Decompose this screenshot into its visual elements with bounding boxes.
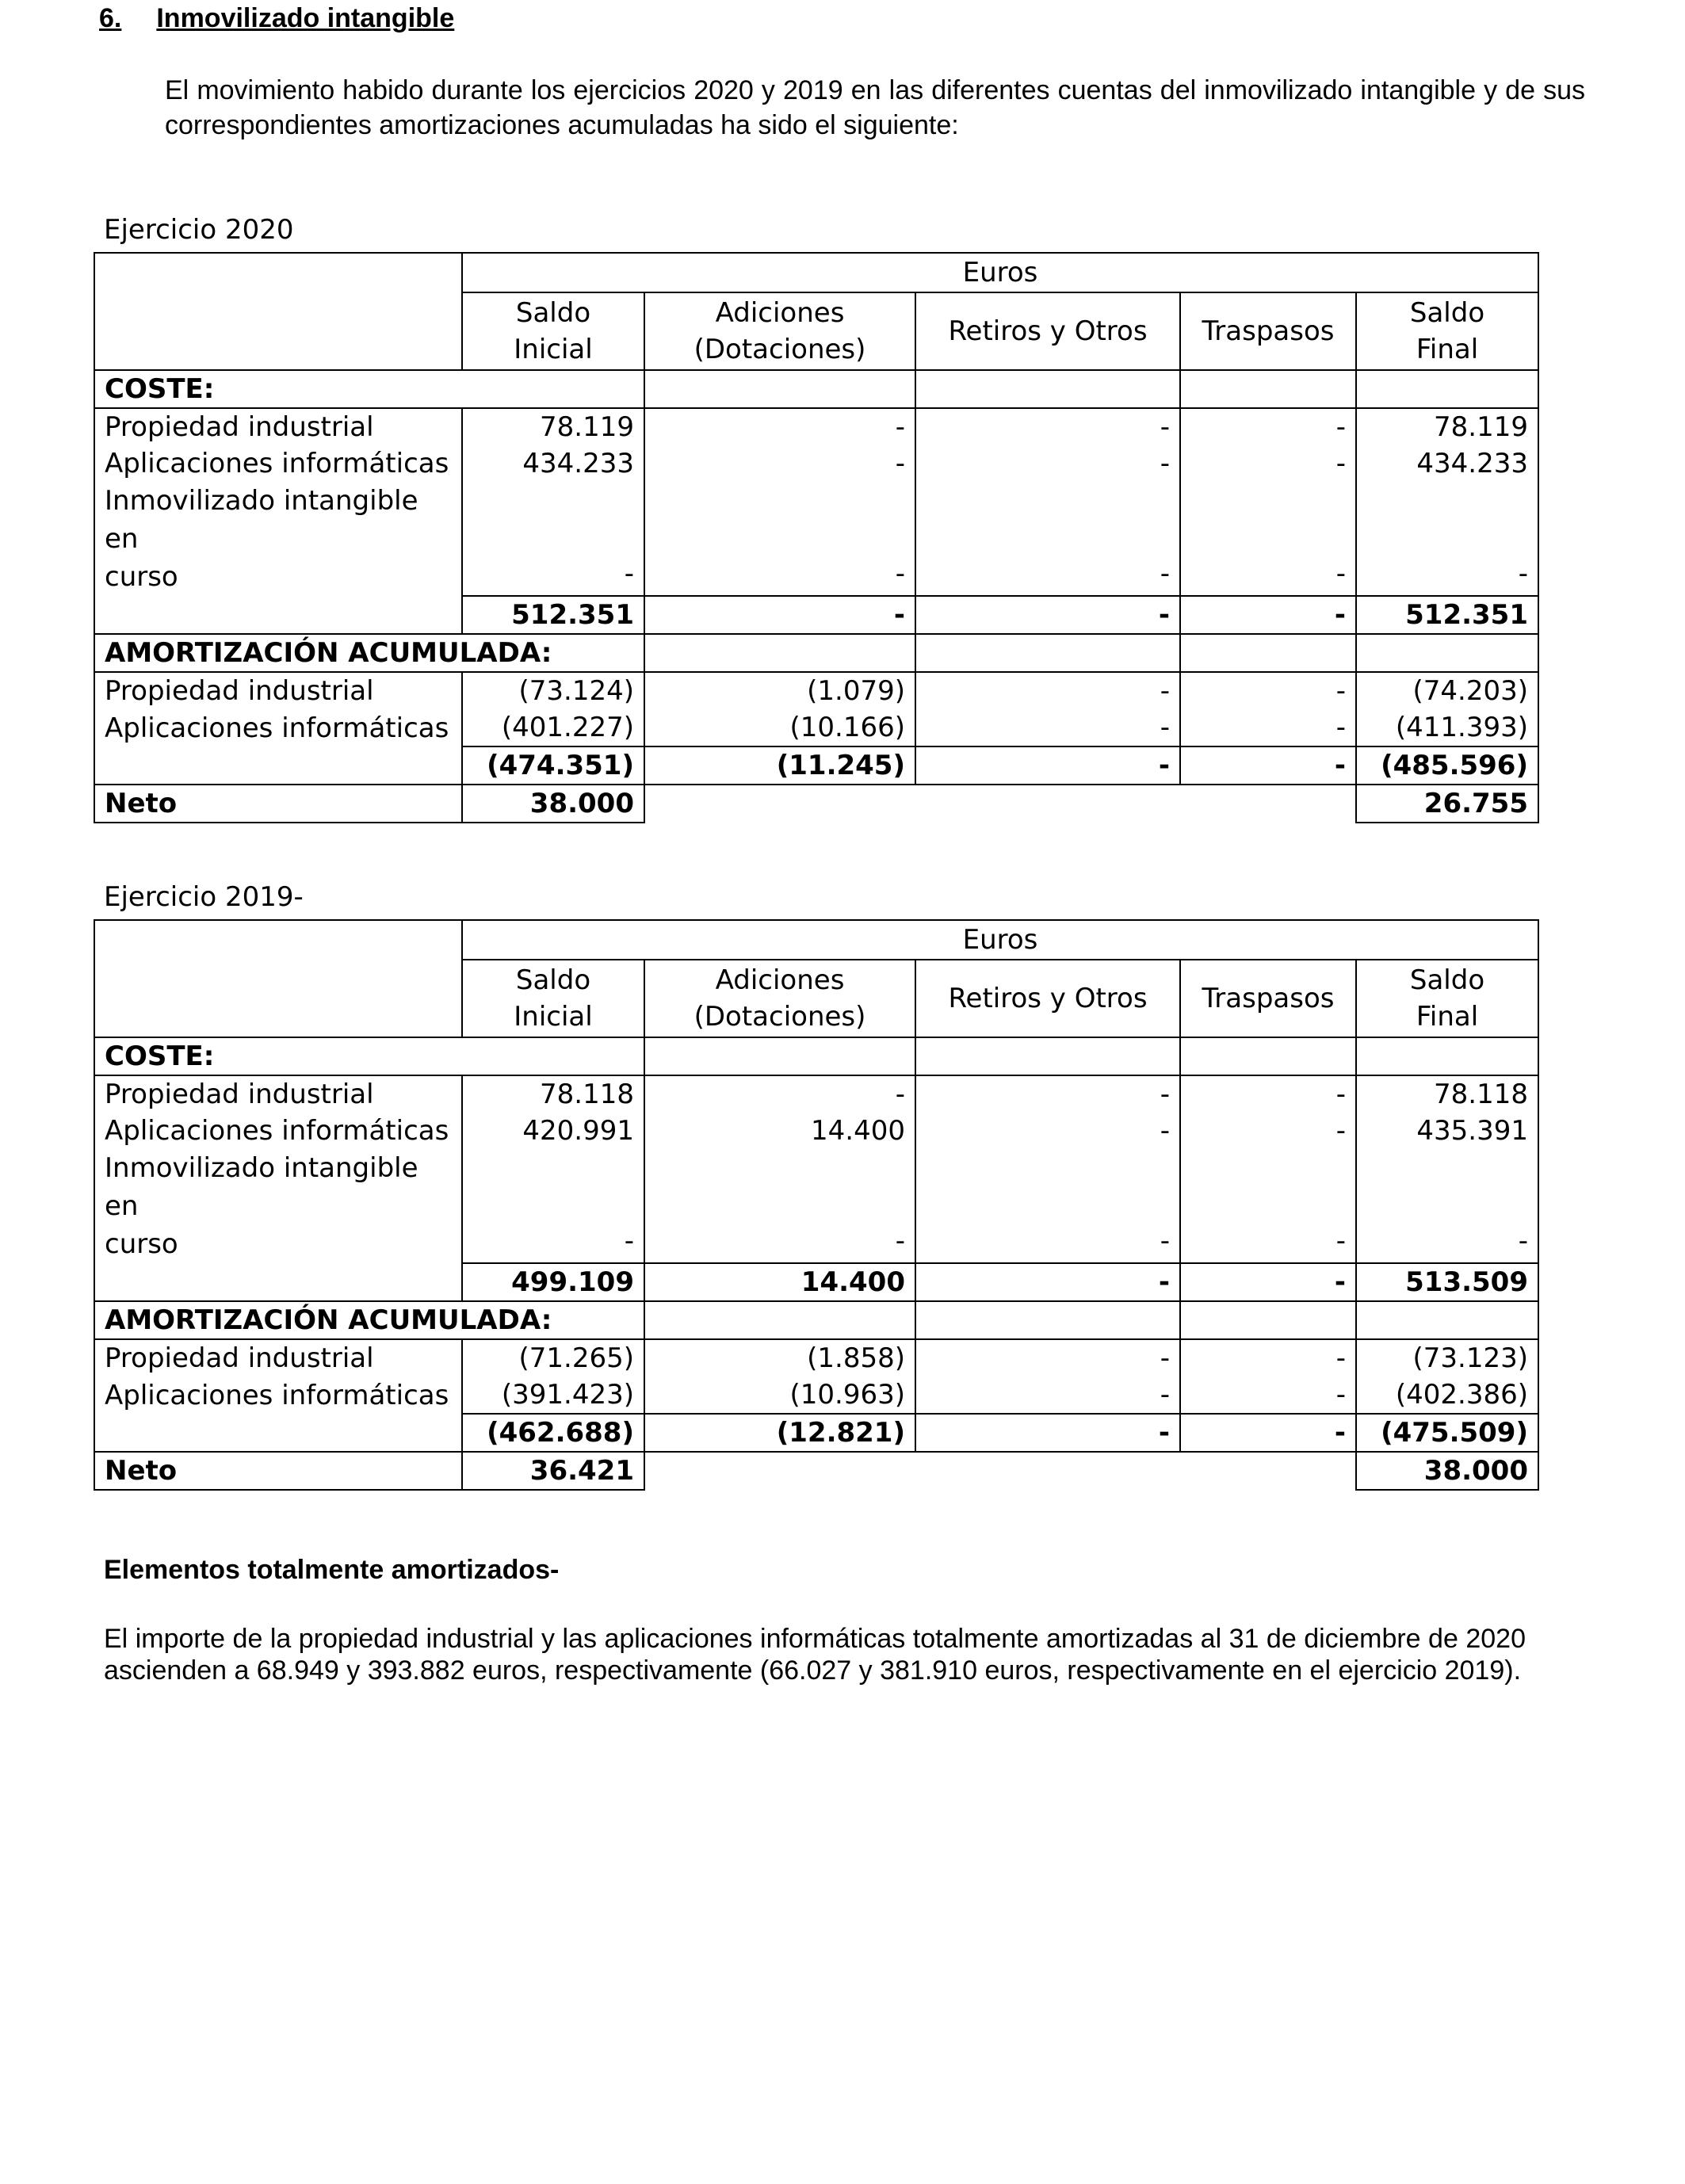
table-caption-2020: Ejercicio 2020 <box>104 214 294 246</box>
value-retiros: - <box>915 408 1180 445</box>
value-retiros: - <box>915 1339 1180 1376</box>
row-coste-aplicaciones <box>94 445 1538 482</box>
value-saldo-inicial: 420.991 <box>462 1113 644 1149</box>
value-retiros: - <box>915 445 1180 482</box>
label-propiedad-industrial: Propiedad industrial <box>94 1339 462 1376</box>
label-aplicaciones: Aplicaciones informáticas <box>94 1376 462 1414</box>
saldo-inicial-line2: Inicial <box>514 1001 593 1033</box>
value-saldo-inicial: (71.265) <box>462 1339 644 1376</box>
row-neto <box>94 1452 1538 1490</box>
value-saldo-final: 513.509 <box>1356 1263 1538 1301</box>
value-adiciones: (12.821) <box>644 1414 915 1452</box>
value-adiciones: (11.245) <box>644 746 915 785</box>
value-traspasos: - <box>1180 1414 1356 1452</box>
value-traspasos: - <box>1180 1149 1356 1263</box>
total-label-empty <box>94 1414 462 1452</box>
total-label-empty <box>94 1263 462 1301</box>
value-neto-inicial: 36.421 <box>462 1452 644 1490</box>
header-traspasos: Traspasos <box>1180 960 1356 1037</box>
header-saldo-inicial <box>462 960 644 1037</box>
saldo-final-line1: Saldo <box>1409 297 1485 329</box>
value-saldo-final: 78.119 <box>1356 408 1538 445</box>
value-retiros: - <box>915 1113 1180 1149</box>
label-coste: COSTE: <box>94 1037 644 1075</box>
value-traspasos: - <box>1180 445 1356 482</box>
header-retiros: Retiros y Otros <box>915 960 1180 1037</box>
value-adiciones: - <box>644 445 915 482</box>
label-neto: Neto <box>94 785 462 823</box>
value-saldo-inicial: 512.351 <box>462 596 644 634</box>
subheading-fully-amortized: Elementos totalmente amortizados- <box>104 1555 560 1585</box>
label-amortizacion: AMORTIZACIÓN ACUMULADA: <box>94 634 644 672</box>
value-traspasos: - <box>1180 1339 1356 1376</box>
value-saldo-final: (485.596) <box>1356 746 1538 785</box>
value-retiros: - <box>915 482 1180 596</box>
value-adiciones: (1.079) <box>644 672 915 709</box>
value-retiros: - <box>915 709 1180 746</box>
total-label-empty <box>94 746 462 785</box>
value-traspasos: - <box>1180 482 1356 596</box>
saldo-inicial-line1: Saldo <box>515 964 591 996</box>
value-saldo-inicial: (401.227) <box>462 709 644 746</box>
value-neto-final: 26.755 <box>1356 785 1538 823</box>
value-adiciones: - <box>644 596 915 634</box>
label-inmovilizado-curso <box>94 482 462 596</box>
adiciones-line2: (Dotaciones) <box>693 334 866 365</box>
label-aplicaciones: Aplicaciones informáticas <box>94 445 462 482</box>
header-saldo-inicial <box>462 292 644 370</box>
movement-table-2019 <box>94 919 1539 1491</box>
value-saldo-final: 435.391 <box>1356 1113 1538 1149</box>
curso-line1: Inmovilizado intangible en <box>105 1152 418 1222</box>
label-coste: COSTE: <box>94 370 644 408</box>
section-number: 6. <box>99 3 122 33</box>
value-adiciones: 14.400 <box>644 1113 915 1149</box>
value-traspasos: - <box>1180 1075 1356 1113</box>
closing-paragraph: El importe de la propiedad industrial y las aplicaciones informáticas totalmente amortizadas al 31 de diciembre de 2020 ascienden a 68.949 y 393.882 euros, respectivamente (66.027 y 381.910 euros, respectivamente en el ejercicio 2019). <box>104 1624 1526 1686</box>
value-retiros: - <box>915 1376 1180 1414</box>
value-saldo-inicial: (391.423) <box>462 1376 644 1414</box>
value-saldo-final: (74.203) <box>1356 672 1538 709</box>
value-saldo-final: (73.123) <box>1356 1339 1538 1376</box>
header-row-group <box>94 920 1538 960</box>
row-coste-curso <box>94 1149 1538 1263</box>
value-retiros: - <box>915 1414 1180 1452</box>
row-coste-total <box>94 596 1538 634</box>
value-traspasos: - <box>1180 1263 1356 1301</box>
row-coste-propiedad <box>94 1075 1538 1113</box>
row-amort-propiedad <box>94 1339 1538 1376</box>
value-retiros: - <box>915 1263 1180 1301</box>
row-amort-propiedad <box>94 672 1538 709</box>
section-heading <box>99 3 454 34</box>
header-row-group <box>94 253 1538 292</box>
label-propiedad-industrial: Propiedad industrial <box>94 408 462 445</box>
saldo-inicial-line1: Saldo <box>515 297 591 329</box>
value-saldo-inicial: (462.688) <box>462 1414 644 1452</box>
row-coste-heading <box>94 370 1538 408</box>
saldo-final-line1: Saldo <box>1409 964 1485 996</box>
saldo-inicial-line2: Inicial <box>514 334 593 365</box>
saldo-final-line2: Final <box>1416 1001 1479 1033</box>
row-amort-heading <box>94 1301 1538 1339</box>
label-amortizacion: AMORTIZACIÓN ACUMULADA: <box>94 1301 644 1339</box>
header-euros: Euros <box>462 253 1538 292</box>
table-caption-2019: Ejercicio 2019- <box>104 881 304 913</box>
label-inmovilizado-curso <box>94 1149 462 1263</box>
value-retiros: - <box>915 672 1180 709</box>
value-saldo-inicial: 434.233 <box>462 445 644 482</box>
value-adiciones: (10.166) <box>644 709 915 746</box>
value-saldo-final: - <box>1356 482 1538 596</box>
value-saldo-final: - <box>1356 1149 1538 1263</box>
value-adiciones: (10.963) <box>644 1376 915 1414</box>
label-propiedad-industrial: Propiedad industrial <box>94 672 462 709</box>
value-traspasos: - <box>1180 746 1356 785</box>
value-retiros: - <box>915 746 1180 785</box>
value-traspasos: - <box>1180 672 1356 709</box>
value-saldo-inicial: 499.109 <box>462 1263 644 1301</box>
value-traspasos: - <box>1180 596 1356 634</box>
value-traspasos: - <box>1180 408 1356 445</box>
header-row-columns <box>94 292 1538 370</box>
saldo-final-line2: Final <box>1416 334 1479 365</box>
curso-line2: curso <box>105 1228 178 1260</box>
intro-paragraph: El movimiento habido durante los ejercicios 2020 y 2019 en las diferentes cuentas del inmovilizado intangible y de sus correspondientes amortizaciones acumuladas ha sido el siguiente: <box>165 75 1585 140</box>
value-retiros: - <box>915 1149 1180 1263</box>
header-saldo-final <box>1356 292 1538 370</box>
label-neto: Neto <box>94 1452 462 1490</box>
header-saldo-final <box>1356 960 1538 1037</box>
row-amort-aplicaciones <box>94 1376 1538 1414</box>
value-adiciones: - <box>644 482 915 596</box>
row-neto <box>94 785 1538 823</box>
header-euros: Euros <box>462 920 1538 960</box>
value-saldo-inicial: - <box>462 1149 644 1263</box>
row-coste-total <box>94 1263 1538 1301</box>
value-saldo-final: 512.351 <box>1356 596 1538 634</box>
header-empty <box>94 920 462 960</box>
row-amort-total <box>94 746 1538 785</box>
total-label-empty <box>94 596 462 634</box>
value-saldo-inicial: (474.351) <box>462 746 644 785</box>
header-empty-2 <box>94 292 462 370</box>
row-coste-curso <box>94 482 1538 596</box>
curso-line1: Inmovilizado intangible en <box>105 485 418 555</box>
header-adiciones <box>644 292 915 370</box>
value-saldo-final: 78.118 <box>1356 1075 1538 1113</box>
row-amort-total <box>94 1414 1538 1452</box>
value-adiciones: - <box>644 1075 915 1113</box>
value-saldo-final: (402.386) <box>1356 1376 1538 1414</box>
header-empty-2 <box>94 960 462 1037</box>
value-saldo-final: (411.393) <box>1356 709 1538 746</box>
adiciones-line1: Adiciones <box>715 297 845 329</box>
label-propiedad-industrial: Propiedad industrial <box>94 1075 462 1113</box>
value-adiciones: - <box>644 408 915 445</box>
value-traspasos: - <box>1180 1113 1356 1149</box>
header-row-columns <box>94 960 1538 1037</box>
row-coste-propiedad <box>94 408 1538 445</box>
curso-line2: curso <box>105 561 178 593</box>
row-amort-aplicaciones <box>94 709 1538 746</box>
header-adiciones <box>644 960 915 1037</box>
value-saldo-final: 434.233 <box>1356 445 1538 482</box>
header-retiros: Retiros y Otros <box>915 292 1180 370</box>
value-retiros: - <box>915 1075 1180 1113</box>
adiciones-line2: (Dotaciones) <box>693 1001 866 1033</box>
row-coste-heading <box>94 1037 1538 1075</box>
section-title: Inmovilizado intangible <box>156 3 455 33</box>
row-coste-aplicaciones <box>94 1113 1538 1149</box>
adiciones-line1: Adiciones <box>715 964 845 996</box>
value-retiros: - <box>915 596 1180 634</box>
value-saldo-inicial: (73.124) <box>462 672 644 709</box>
value-neto-final: 38.000 <box>1356 1452 1538 1490</box>
label-aplicaciones: Aplicaciones informáticas <box>94 709 462 746</box>
value-saldo-inicial: - <box>462 482 644 596</box>
label-aplicaciones: Aplicaciones informáticas <box>94 1113 462 1149</box>
value-saldo-inicial: 78.119 <box>462 408 644 445</box>
value-adiciones: 14.400 <box>644 1263 915 1301</box>
value-neto-inicial: 38.000 <box>462 785 644 823</box>
value-traspasos: - <box>1180 709 1356 746</box>
value-adiciones: (1.858) <box>644 1339 915 1376</box>
value-traspasos: - <box>1180 1376 1356 1414</box>
row-amort-heading <box>94 634 1538 672</box>
header-traspasos: Traspasos <box>1180 292 1356 370</box>
value-saldo-final: (475.509) <box>1356 1414 1538 1452</box>
header-empty <box>94 253 462 292</box>
value-adiciones: - <box>644 1149 915 1263</box>
movement-table-2020 <box>94 252 1539 823</box>
value-saldo-inicial: 78.118 <box>462 1075 644 1113</box>
